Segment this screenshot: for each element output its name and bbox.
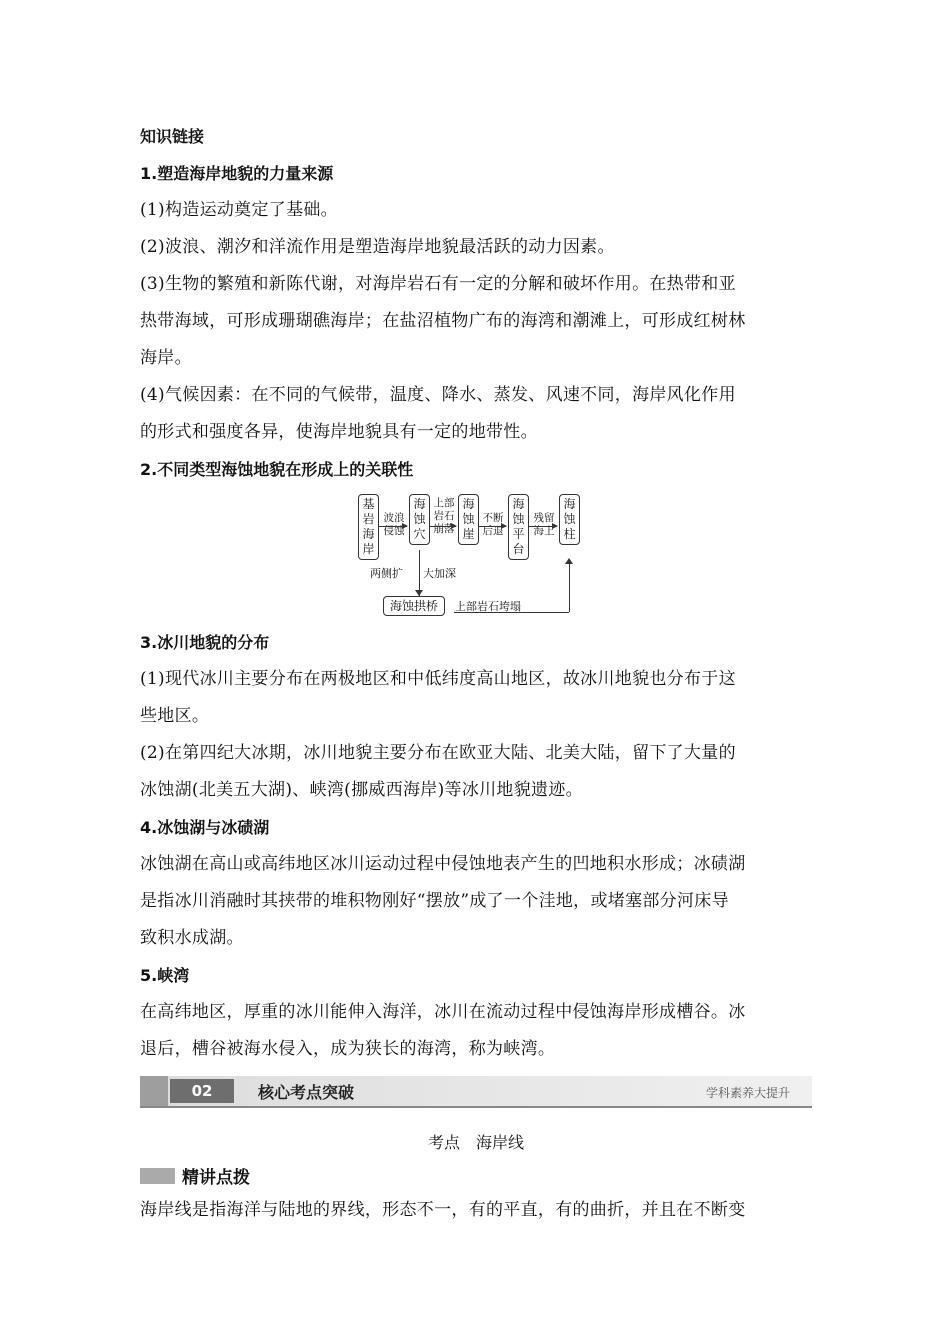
s5-a: 在高纬地区，厚重的冰川能伸入海洋，冰川在流动过程中侵蚀海岸形成槽谷。冰 [140,1002,746,1022]
label-deepen: 大加深 [423,567,456,580]
node-bedrock-coast: 基 岩 海 岸 [358,494,379,560]
s4-a: 冰蚀湖在高山或高纬地区冰川运动过程中侵蚀地表产生的凹地积水形成；冰碛湖 [140,854,746,874]
s4-b: 是指冰川消融时其挟带的堆积物刚好“摆放”成了一个洼地，或堵塞部分河床导 [140,891,729,911]
up-line [569,564,570,612]
s1-p4a: (4)气候因素：在不同的气候带，温度、降水、蒸发、风速不同，海岸风化作用 [140,385,736,405]
s5-b: 退后，槽谷被海水侵入，成为狭长的海湾，称为峡湾。 [140,1039,556,1059]
label-remain-sea: 残留 海上 [533,512,555,537]
jingjiang-label: 精讲点拨 [182,1168,250,1188]
up-arrow-head [565,558,573,564]
arrow-2 [430,526,456,527]
node-sea-arch: 海蚀拱桥 [383,596,445,616]
arrow-4 [529,526,557,527]
jingjiang-heading [140,1162,812,1192]
document-page [140,118,812,1229]
label-top-collapse: 上部岩石垮塌 [455,600,521,613]
arrow-1 [379,526,407,527]
label-sides-expand: 两侧扩 [370,567,403,580]
s3-title: 3.冰川地貌的分布 [140,633,270,652]
node-sea-stack: 海 蚀 柱 [559,494,580,545]
banner-subtitle: 学科素养大提升 [705,1086,790,1100]
section-heading: 知识链接 [140,127,205,146]
bottom-line [454,612,569,613]
node-sea-cave: 海 蚀 穴 [409,494,430,545]
s1-p4b: 的形式和强度各异，使海岸地貌具有一定的地带性。 [140,422,538,442]
s3-p2b: 冰蚀湖(北美五大湖)、峡湾(挪威西海岸)等冰川地貌遗迹。 [140,780,583,800]
label-wave-erosion: 波浪 侵蚀 [383,512,405,537]
s4-c: 致积水成湖。 [140,928,244,948]
s3-p2a: (2)在第四纪大冰期，冰川地貌主要分布在欧亚大陆、北美大陆，留下了大量的 [140,743,736,763]
banner-number: 02 [170,1079,234,1103]
s1-p1: (1)构造运动奠定了基础。 [140,200,338,220]
section-banner [140,1076,812,1108]
label-rock-collapse: 上部 岩石 崩落 [433,497,455,535]
sea-erosion-diagram [355,492,595,618]
s1-title: 1.塑造海岸地貌的力量来源 [140,164,334,183]
s1-p3b: 热带海域，可形成珊瑚礁海岸；在盐沼植物广布的海湾和潮滩上，可形成红树林 [140,311,746,331]
s3-p1a: (1)现代冰川主要分布在两极地区和中低纬度高山地区，故冰川地貌也分布于这 [140,669,736,689]
s1-p3a: (3)生物的繁殖和新陈代谢，对海岸岩石有一定的分解和破坏作用。在热带和亚 [140,274,736,294]
s2-title: 2.不同类型海蚀地貌在形成上的关联性 [140,460,414,479]
s4-title: 4.冰蚀湖与冰碛湖 [140,818,270,837]
s1-p3c: 海岸。 [140,348,192,368]
s5-title: 5.峡湾 [140,966,190,985]
s1-p2: (2)波浪、潮汐和洋流作用是塑造海岸地貌最活跃的动力因素。 [140,237,615,257]
kaodian-title: 考点 海岸线 [427,1133,524,1152]
banner-title: 核心考点突破 [258,1083,355,1102]
arrow-3 [479,526,506,527]
heading-bar [140,1168,175,1184]
node-sea-cliff: 海 蚀 崖 [458,494,479,545]
last-line: 海岸线是指海洋与陆地的界线，形态不一，有的平直，有的曲折，并且在不断变 [140,1200,746,1220]
node-wave-cut-platform: 海 蚀 平 台 [508,494,529,560]
s3-p1b: 些地区。 [140,706,210,726]
label-retreat: 不断 后退 [482,512,504,537]
